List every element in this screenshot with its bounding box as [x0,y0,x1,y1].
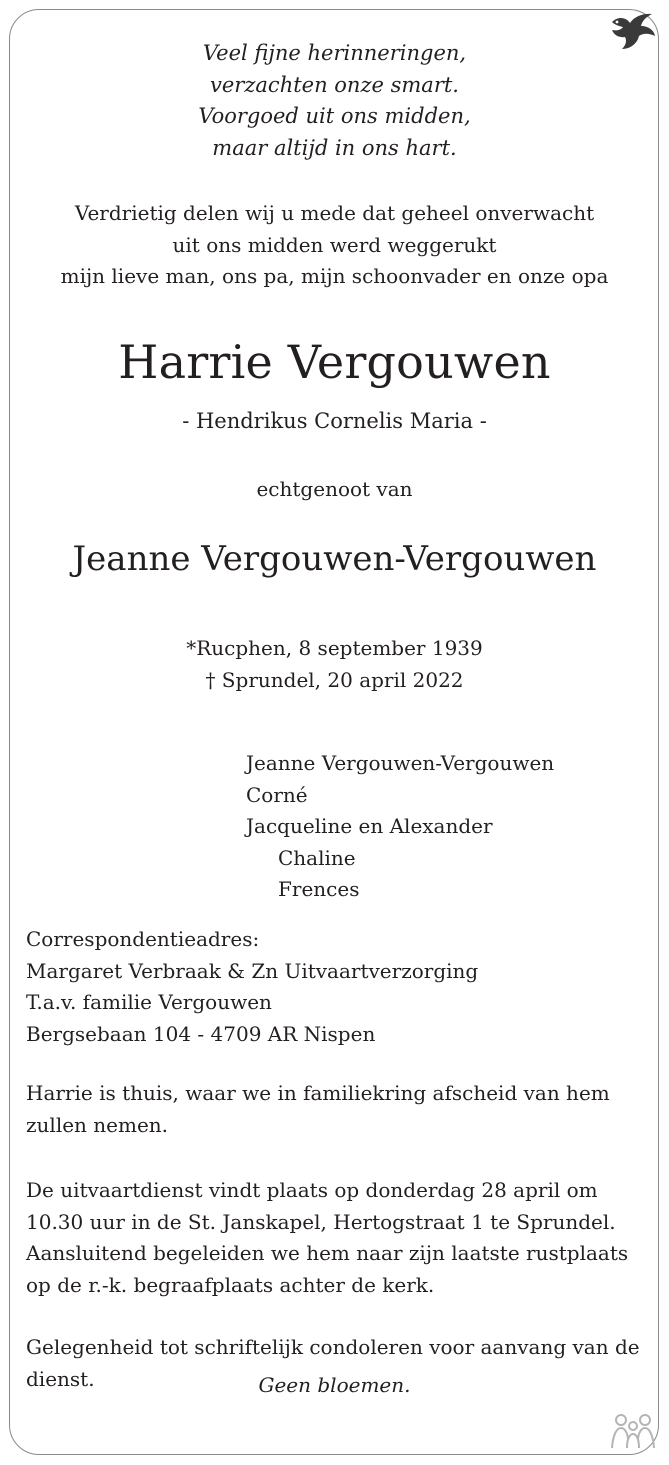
poem-line: verzachten onze smart. [210,72,459,97]
spouse-name: Jeanne Vergouwen-Vergouwen [72,539,597,579]
deceased-name: Harrie Vergouwen [118,335,551,389]
address-line: Margaret Verbraak & Zn Uitvaartverzorging [26,958,479,983]
condolence-paragraph: Gelegenheid tot schriftelijk condoleren voor aanvang van de dienst. [26,1335,640,1391]
family-member: Frences [278,877,360,901]
death-date: † Sprundel, 20 april 2022 [205,668,464,692]
home-farewell-paragraph: Harrie is thuis, waar we in familiekring afscheid van hem zullen nemen. [26,1081,610,1137]
life-dates [0,632,669,696]
birth-date: *Rucphen, 8 september 1939 [186,636,483,660]
address-line: Correspondentieadres: [26,927,260,951]
funeral-service-paragraph: De uitvaartdienst vindt plaats op donderdag 28 april om 10.30 uur in de St. Janskapel, Hertogstraat 1 te Sprundel. Aansluitend begeleiden we hem naar zijn laatste rustplaats op de r.-k. begraafplaats achter de kerk. [26,1178,629,1297]
poem [0,38,669,164]
intro-line: Verdrietig delen wij u mede dat geheel onverwacht [74,201,595,225]
address-line: Bergsebaan 104 - 4709 AR Nispen [26,1021,376,1046]
address-line: T.a.v. familie Vergouwen [26,990,272,1014]
intro-line: mijn lieve man, ons pa, mijn schoonvader en onze opa [60,264,609,288]
family-member: Chaline [278,845,356,870]
family-people-icon [609,1410,657,1450]
no-flowers-note: Geen bloemen. [258,1373,411,1397]
family-member: Jacqueline en Alexander [246,814,493,838]
family-list [246,748,554,906]
intro-line: uit ons midden werd weggerukt [172,232,497,257]
family-member: Corné [246,782,308,807]
deceased-full-name: - Hendrikus Cornelis Maria - [182,409,487,433]
poem-line: Veel fijne herinneringen, [202,41,467,65]
spouse-label: echtgenoot van [256,477,413,501]
poem-line: maar altijd in ons hart. [212,135,457,160]
correspondence-address [26,924,646,1050]
poem-line: Voorgoed uit ons midden, [198,104,471,128]
family-member: Jeanne Vergouwen-Vergouwen [246,751,555,775]
intro-text [0,198,669,293]
